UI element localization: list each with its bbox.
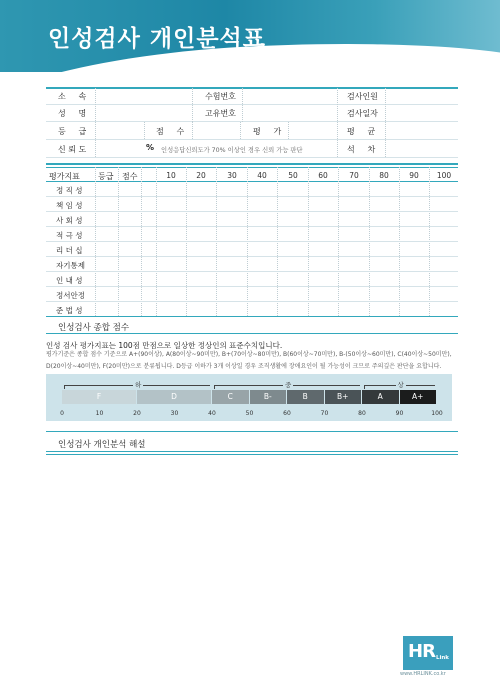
grid-tick-label: 60 bbox=[318, 171, 328, 180]
table-row bbox=[46, 197, 458, 212]
grid-tick-label: 30 bbox=[227, 171, 237, 180]
label-unique-number: 고유번호 bbox=[205, 109, 236, 118]
indicator-label: 책 임 성 bbox=[56, 201, 83, 210]
scale-group-label: 상 bbox=[397, 381, 404, 389]
label-rank: 석 차 bbox=[347, 145, 376, 154]
indicator-label: 인 내 성 bbox=[56, 276, 83, 285]
grid-col-indicator: 평가지표 bbox=[49, 172, 80, 181]
grade-segment-c: C bbox=[212, 390, 249, 404]
grade-segment-b: B bbox=[287, 390, 324, 404]
indicator-label: 리 더 십 bbox=[56, 246, 83, 255]
scale-group-label: 중 bbox=[285, 381, 292, 389]
label-exam-number: 수험번호 bbox=[205, 92, 236, 101]
label-name: 성 명 bbox=[58, 109, 87, 118]
grade-segment-a: A bbox=[362, 390, 399, 404]
label-exam-count: 검사인원 bbox=[347, 92, 378, 101]
table-row bbox=[46, 182, 458, 197]
grid-tick-label: 50 bbox=[288, 171, 298, 180]
scale-axis-label: 70 bbox=[320, 410, 329, 417]
label-reliability: 신 뢰 도 bbox=[58, 145, 87, 154]
label-score: 점 수 bbox=[156, 127, 185, 136]
scale-group-tick bbox=[364, 385, 365, 389]
info-row bbox=[46, 122, 458, 140]
scale-axis-label: 80 bbox=[358, 410, 366, 417]
grade-segment-f: F bbox=[62, 390, 136, 404]
info-row bbox=[46, 88, 458, 105]
grid-tick-label: 80 bbox=[379, 171, 389, 180]
scale-axis-label: 60 bbox=[283, 410, 291, 417]
scale-axis-label: 0 bbox=[60, 410, 64, 417]
grid-tick-label: 10 bbox=[166, 171, 176, 180]
desc-line-1: 평가기준은 종합 점수 기준으로 A+(90이상), A(80이상~90미만), B+(70이상~80미만), B(60이상~70미만), B-(50이상~60미만), C(40이상~50미만), bbox=[46, 351, 452, 358]
grid-top-rule bbox=[46, 163, 458, 165]
scale-axis-label: 10 bbox=[95, 410, 104, 417]
table-row bbox=[46, 287, 458, 302]
scale-axis-label: 40 bbox=[208, 410, 216, 417]
scale-axis-label: 90 bbox=[395, 410, 404, 417]
desc-line-2: D(20이상~40미만), F(20미만)으로 분류됩니다. D등급 이하가 3개 이상일 경우 조직생활에 장애요인이 될 가능성이 크므로 주의깊은 판단을 요합니다. bbox=[46, 363, 442, 370]
hrlink-logo: HR Link bbox=[403, 636, 453, 670]
scale-group-label: 하 bbox=[135, 381, 142, 389]
label-evaluation: 평 가 bbox=[253, 127, 282, 136]
table-row bbox=[46, 242, 458, 257]
label-exam-date: 검사일자 bbox=[347, 109, 378, 118]
table-row bbox=[46, 227, 458, 242]
scale-group-tick bbox=[214, 385, 215, 389]
percent-symbol: % bbox=[146, 143, 155, 152]
scale-group-tick bbox=[64, 385, 65, 389]
grade-segment-bminus: B- bbox=[250, 390, 287, 404]
scale-axis-label: 50 bbox=[245, 410, 254, 417]
grade-segment-bplus: B+ bbox=[325, 390, 362, 404]
table-row bbox=[46, 257, 458, 272]
desc-heading: 인성 검사 평가지표는 100점 만점으로 일상한 정상인의 표준수치입니다. bbox=[46, 341, 283, 350]
grid-tick-label: 70 bbox=[349, 171, 359, 180]
grid-col-score: 점수 bbox=[122, 172, 138, 181]
grid-tick-label: 40 bbox=[257, 171, 267, 180]
label-affiliation: 소 속 bbox=[58, 92, 87, 101]
scale-axis-label: 20 bbox=[133, 410, 141, 417]
grid-tick-label: 20 bbox=[196, 171, 206, 180]
scale-axis-label: 100 bbox=[431, 410, 443, 417]
indicator-label: 정 직 성 bbox=[56, 186, 83, 195]
grade-segment-aplus: A+ bbox=[400, 390, 437, 404]
indicator-label: 준 법 성 bbox=[56, 306, 83, 315]
total-score-label: 인성검사 종합 점수 bbox=[58, 323, 130, 333]
table-row bbox=[46, 272, 458, 287]
grid-col-grade: 등급 bbox=[98, 172, 114, 181]
indicator-label: 적 극 성 bbox=[56, 231, 83, 240]
label-grade: 등 급 bbox=[58, 127, 87, 136]
indicator-label: 사 회 성 bbox=[56, 216, 83, 225]
website-url: www.HRLINK.co.kr bbox=[400, 671, 446, 677]
scale-axis-label: 30 bbox=[170, 410, 179, 417]
indicator-label: 자기통제 bbox=[56, 261, 85, 270]
label-average: 평 균 bbox=[347, 127, 376, 136]
table-row bbox=[46, 302, 458, 317]
grade-segment-d: D bbox=[137, 390, 211, 404]
page-title: 인성검사 개인분석표 bbox=[48, 26, 266, 52]
reliability-note: 인성응답신뢰도가 70% 이상인 경우 신뢰 가능 판단 bbox=[161, 147, 303, 154]
info-row bbox=[46, 105, 458, 122]
indicator-label: 정서안정 bbox=[56, 291, 85, 300]
grid-tick-label: 100 bbox=[436, 171, 452, 180]
interpretation-heading: 인성검사 개인분석 해설 bbox=[58, 440, 146, 450]
table-row bbox=[46, 212, 458, 227]
grid-tick-label: 90 bbox=[409, 171, 419, 180]
